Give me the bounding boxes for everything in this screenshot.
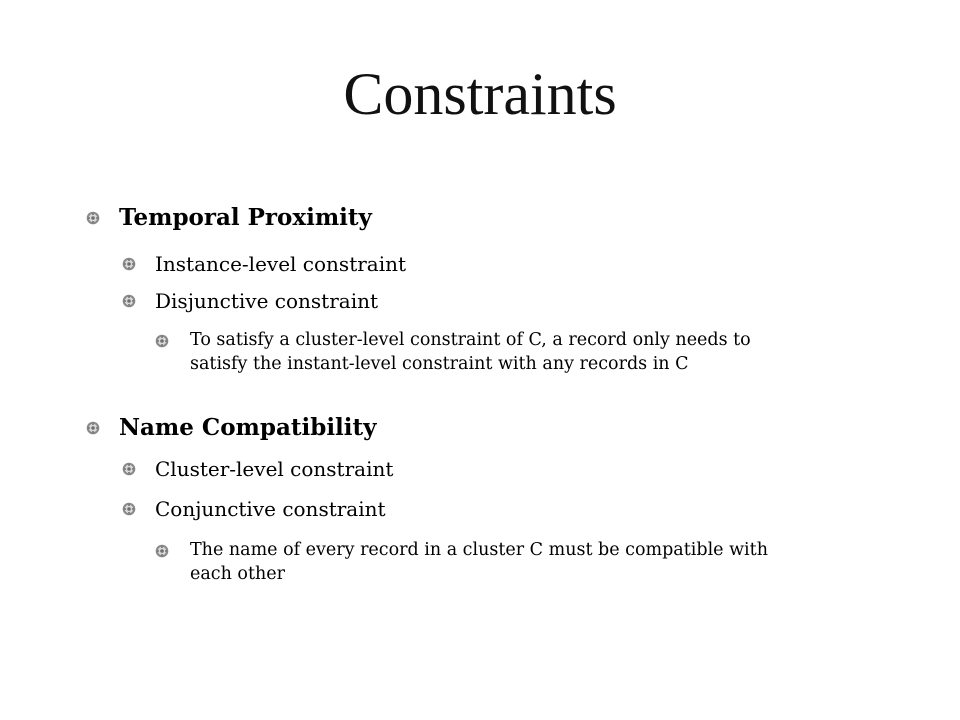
gear-bullet-icon <box>122 462 136 476</box>
point-text: Cluster-level constraint <box>155 457 394 481</box>
gear-bullet-icon <box>155 334 169 348</box>
gear-bullet-icon <box>122 257 136 271</box>
gear-bullet-icon <box>122 294 136 308</box>
point-text: Disjunctive constraint <box>155 289 379 313</box>
section-heading: Name Compatibility <box>119 414 377 441</box>
detail-line: To satisfy a cluster-level constraint of C, a record only needs to <box>190 330 751 350</box>
section-heading: Temporal Proximity <box>119 204 372 231</box>
gear-bullet-icon <box>86 211 100 225</box>
point-text: Instance-level constraint <box>155 252 407 276</box>
slide-title: Constraints <box>343 61 617 127</box>
point-text: Conjunctive constraint <box>155 497 386 521</box>
detail-line: satisfy the instant-level constraint with any records in C <box>190 354 689 374</box>
detail-line: The name of every record in a cluster C must be compatible with <box>190 540 768 560</box>
gear-bullet-icon <box>155 544 169 558</box>
gear-bullet-icon <box>122 502 136 516</box>
gear-bullet-icon <box>86 421 100 435</box>
detail-line: each other <box>190 564 285 584</box>
